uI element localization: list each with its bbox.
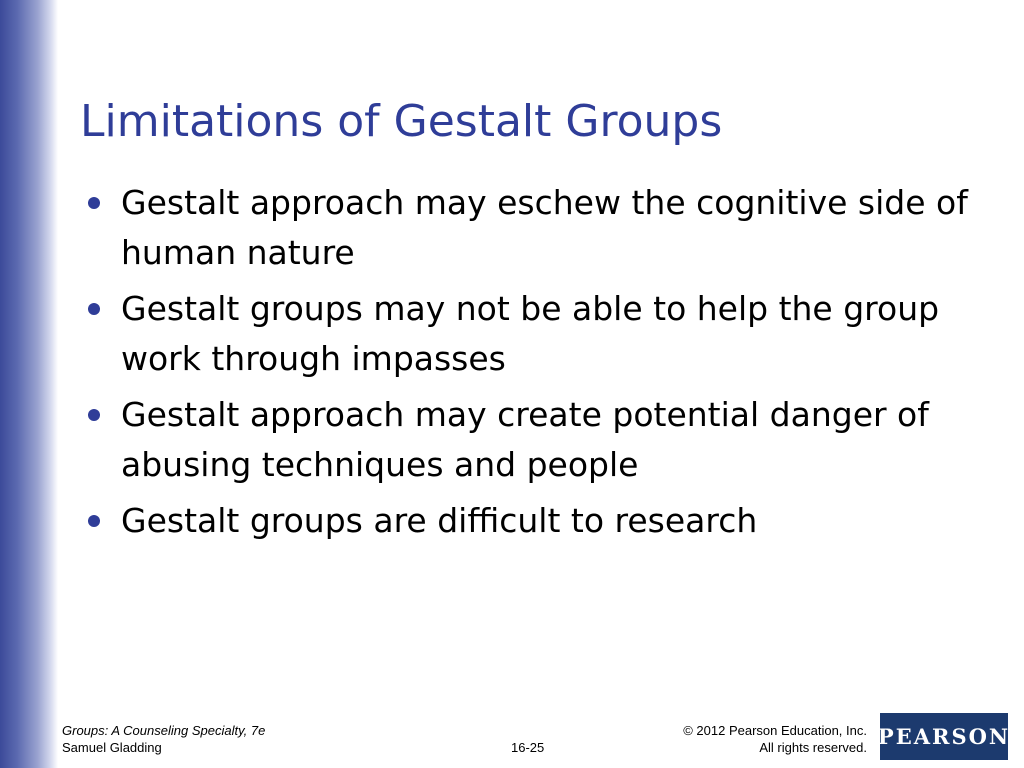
footer-author: Samuel Gladding bbox=[62, 740, 162, 755]
bullet-item bbox=[80, 390, 1000, 490]
slide-title: Limitations of Gestalt Groups bbox=[80, 96, 723, 147]
footer-book-title: Groups: A Counseling Specialty, 7e bbox=[62, 723, 266, 738]
footer-copyright-block bbox=[683, 722, 867, 756]
bullet-item bbox=[80, 178, 1000, 278]
bullet-dot-icon bbox=[88, 515, 100, 527]
bullet-item bbox=[80, 284, 1000, 384]
bullet-dot-icon bbox=[88, 197, 100, 209]
footer-book-info bbox=[62, 722, 265, 756]
pearson-logo bbox=[877, 713, 1011, 760]
bullet-list bbox=[80, 178, 1000, 552]
bullet-text: Gestalt approach may eschew the cognitive side of human nature bbox=[121, 183, 968, 272]
bullet-text: Gestalt groups are difficult to research bbox=[121, 501, 758, 540]
bullet-dot-icon bbox=[88, 303, 100, 315]
bullet-item bbox=[80, 496, 1000, 546]
pearson-logo-text: PEARSON bbox=[877, 724, 1011, 749]
bullet-text: Gestalt approach may create potential danger of abusing techniques and people bbox=[121, 395, 929, 484]
side-gradient-band bbox=[0, 0, 58, 768]
bullet-dot-icon bbox=[88, 409, 100, 421]
bullet-text: Gestalt groups may not be able to help the group work through impasses bbox=[121, 289, 940, 378]
footer-rights: All rights reserved. bbox=[759, 740, 867, 755]
footer-copyright: © 2012 Pearson Education, Inc. bbox=[683, 723, 867, 738]
page-number: 16-25 bbox=[511, 740, 545, 755]
